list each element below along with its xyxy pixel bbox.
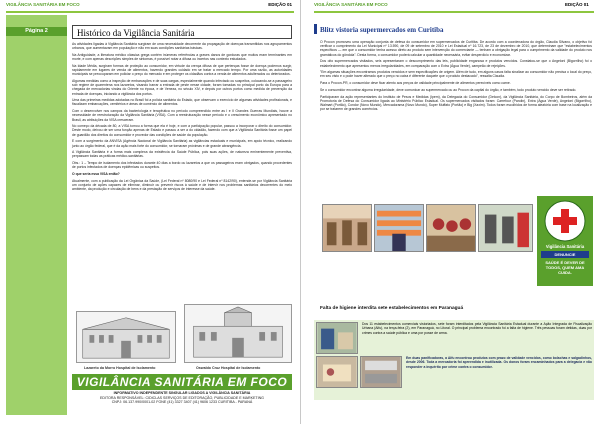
header-edition: EDIÇÃO 01	[565, 2, 589, 7]
paragraph: A Vigilância Sanitária é a forma mais complexa da existência da Saúde Pública, pois suas ações, de natureza eminentemente preventiva, perpassam todas as práticas médico-sanitárias.	[72, 150, 292, 159]
header-publication-name: VIGILÂNCIA SANITÁRIA EM FOCO	[314, 2, 388, 7]
publisher-info	[72, 391, 292, 413]
paragraph: Uma das primeiras medidas adotadas no Brasil foi a polícia sanitária do Estado, que observam o exercício de algumas atividades profissionais, e fiscalizam embarcações, cemitérios e áreas de comércio de alimentos.	[72, 98, 292, 107]
header-rule	[6, 11, 294, 13]
paragraph: Algumas medidas como a inspeção de embarcações e de suas cargas, especialmente quando infectado ou suspeitos, colocando-se a passageiro sob regime de quarentena nos lazaretos, visando barrar a entrada de peste nesse cidade, foram tomadas no principal porto da Europa para a chegada de mercadorias vindas do Oriente no época, e de Veneza, no século XIV, e depois por outros portos como medida de prevenção da entrada de doenças, iniciando a vigilância dos portos.	[72, 78, 292, 96]
paragraph: Para o Procon-PR, o consumidor deve ficar atento aos preços de validade principalmente de alimentos perecíveis como carne.	[320, 81, 511, 86]
paragraph: Na Antiguidade, a literatura médico clássica grega contém inúmeras referências a graves danos de gorduras que muitos eram terminantes em morte, e com apenas descrições simples de sintomas, é possível notar a difusa ou incertos nas contexto estudados.	[72, 52, 292, 62]
article-body	[320, 40, 592, 198]
paragraph: Atualmente, com a publicação da Lei Orgânica da Saúde, (Lei Federal nº 8080/90 e Lei Federal nº 8142/90), entende-se por Vigilância Sanitária um conjunto de ações capazes de eliminar, diminuir ou prevenir riscos à saúde e de intervir nos problemas sanitários decorrentes do meio ambiente, da produção e circulação de bens e da prestação de serviços de interesse da saúde.	[72, 178, 292, 192]
supermarket-photo	[426, 204, 476, 252]
inspection-photo	[316, 356, 358, 388]
supermarket-photo	[322, 204, 372, 252]
supermarket-photo	[374, 204, 424, 252]
paragraph: Se o consumidor encontrar alguma irregularidade, deve comunicar ao supermercado ou ao Procon da capital do órgão, e também, todo produto vencido deve ser retirado.	[320, 87, 577, 92]
article-body	[72, 42, 292, 308]
supermarket-photo	[478, 204, 533, 252]
inspection-photo	[316, 322, 358, 354]
article-title: Histórico da Vigilância Sanitária	[72, 25, 292, 39]
info-line: EDITORA RESPONSÁVEL: CIDICLAS SERVIÇOS DE EDITORAÇÃO, PUBLICIDADE E MARKETING	[100, 395, 264, 400]
shield-icon	[541, 199, 589, 243]
image-caption-right: Oswaldo Cruz Hospital de Isolamento	[196, 366, 261, 370]
title-accent-bar	[314, 24, 317, 34]
paragraph: "Em algumas situações encontramos produtos vencidos e sem especificações de origem. Além de tudo, em alguns casos falta sinalizar ao consumidor não precisa o local do preço, em seu visto e o pode haver alterado que o preço no caixa é diferente daquele que o produto destacado", ressalta Claudia.	[320, 70, 592, 79]
paragraph: As atividades ligadas à Vigilância Sanitária surgiram de uma necessidade decorrente da propagação de doenças transmitidas nos agrupamentos urbanos, que aumentavam em população e não em suas condições sanitárias básicas.	[72, 42, 292, 51]
header-publication-name: VIGILÂNCIA SANITÁRIA EM FOCO	[6, 2, 80, 7]
info-title: INFORMATIVO INDEPENDENTE SINGULAR LIGADOS A VIGILÂNCIA SANITÁRIA	[113, 391, 251, 395]
paragraph: E com a surgimento da ANVISA (Agência Nacional de Vigilância Sanitária) as vigilâncias estaduais e municipais, em apoio técnico, realizando junto ao órgão federal, que é da ação mais forte do consumidor, se tornaram próximas e de grande abrangência.	[72, 139, 292, 148]
hospital-building-image	[184, 304, 292, 363]
header-rule	[314, 11, 594, 13]
paragraph: No começo da década de 80, a VISA tomou a forma que ela é hoje, e com a participação popular, passou a incorporar o direito do consumidor. Deste modo, deixou de ser uma função apenas de Estado e passou a ser a do cidadão, fazendo com que a Vigilância Sanitária fosse um papel de guardião dos direitos do consumidor e provedor das condições de saúde da população.	[72, 124, 292, 137]
article-title: Blitz vistoria supermercados em Curitiba	[320, 26, 444, 34]
logo-title: Vigilância Sanitária	[545, 244, 585, 249]
image-caption-left: Lazareto da Morro Hospital de Isolamento	[84, 366, 156, 370]
inspection-photo	[360, 356, 402, 388]
section-title: Falta de higiene interdita sete estabelecimentos em Paranaguá	[320, 306, 464, 311]
subheading: O que seria essa VISA então?	[72, 172, 120, 177]
header-edition: EDIÇÃO 01	[268, 2, 292, 7]
left-sidebar-column	[6, 15, 67, 415]
section-body: Dos 11 estabelecimentos comerciais vistoriados, sete foram interditados pela Vigilância Sanitária Estadual durante a Ação Integrada de Fiscalização Urbana (Aifu), na terça-feira (2), em Paranaguá, no Litoral. O principal problema encontrado foi a falta de higiene. Três pessoas foram detidas, duas por crimes contra a saúde pública e uma por posse de arma.	[362, 322, 592, 335]
paragraph: O Procon promoveu uma operação conjunta de defesa do consumidor em supermercados de Curitiba. De acordo com a coordenadora do órgão, Claudia Silvano, o objetivo foi verificar o cumprimento da Lei Municipal nº 13.590, de 09 de setembro de 2010 e Lei Estadual nº 16.723, de 23 de dezembro de 2010, que determinam que "estabelecimentos específicos — em que o consumidor tenha acesso direto ao produto sem intervenção do comerciante — tenham a obrigação legal para o cumprimento da validade do produto nos gramáticos do gôndola". Desta forma, o consumidor poderá calcular a quantidade necessária, evitar desperdício e economizar.	[320, 40, 592, 57]
paragraph: Obs.: 1 – Tempo de isolamento dos infectados durante 40 dias a bordo ou lazaretos a que os passageiros eram obrigados, quando procedentes de portos infectados de doenças epidêmicas ou suspeitos.	[72, 161, 292, 170]
paragraph: Com o desenvolver nos campos da bacteriologia e terapêutica no período compreendido entre as I e II Grandes Guerras Mundiais, houve a necessidade de reestruturação da Vigilância Sanitária (VISA). Com a reestruturação nesse período e o crescimento econômico apresentado no Brasil, as atribuições da VISA cresceram.	[72, 109, 292, 122]
paragraph: Na Idade Média, surgiram formas de proteção ao consumidor, em virtude da crença difusa de que pertenças fosse de doença podemos surgir, rapidamente em lugares de venda de alimentos, havendo grandes cuidado em se tratar a mercado tempo. Por uma razão, as autoridades municipais se preocuparam em policiar o preço do mercado e em proteger os cidadãos contra a venda de alimentos adulterados ou deteriorados.	[72, 63, 292, 77]
logo-slogan: SAÚDE É DEVER DE TODOS, QUEM AMA CUIDA.	[545, 260, 585, 275]
paragraph: Dos oito supermercados visitados, seis apresentaram o descumprimento das leis, publicidade enganosa e produtos vencidos. Constatou-se que o Angeloni (Bigorrilho) foi o estabelecimento que apresentou menos irregularidades, em comparação com o Extra (Água Verde), campeão de rejeições.	[320, 59, 592, 68]
lazareto-building-image	[76, 311, 176, 363]
page-label: Página 2	[6, 27, 67, 36]
publication-banner: VIGILÂNCIA SANITÁRIA EM FOCO	[72, 374, 292, 390]
paragraph: Participaram da ação representantes do Instituto de Pesos e Medidas (Ipem), da Delegacia do Consumidor (Delcon), da Vigilância Sanitária, do Corpo de Bombeiros, além da Promotoria de Defesa do Consumidor ligada ao Ministério Público Estadual. Os supermercados visitados foram: Carrefour (Parolin), Extra (Água Verde), Angeloni (Bigorrilho), Walmart (Portão), Condor (Novo Mundo), Mercadorama (Novo Mundo), Super Muffato (Portão) e Big (Xaxim). Todos foram escolhidos de forma aleatória com base na localização e por se tratarem de grandes comércios.	[320, 94, 592, 112]
section-body-2: Em duas panificadoras, a Aifu encontrou produtos com prazo de validade vencidos, como bolachas e salgadinhos, desde 2006. Toda a mercadoria foi apreendida e inutilizada. Os donos foram encaminhados para a delegacia e vão responder a inquérito por crime contra o consumidor.	[406, 356, 592, 369]
vigilancia-logo	[537, 196, 593, 286]
info-line: CNPJ: 06.137.990/0001-02 FONE (41) 3327 3407 (41) 9606 1233 CURITIBA - PARANÁ	[111, 400, 253, 405]
logo-denuncie: DENUNCIE	[541, 251, 589, 258]
